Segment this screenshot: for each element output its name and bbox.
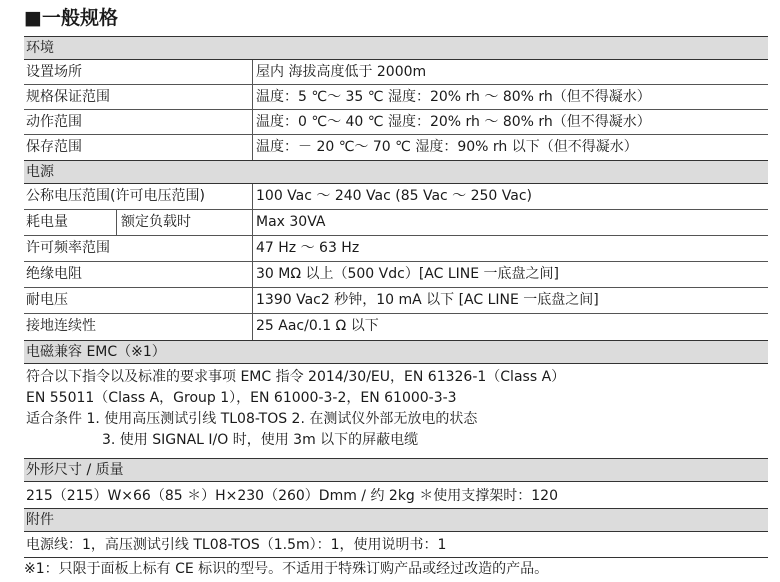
row-label: 耐电压 (26, 292, 68, 308)
table-row (24, 60, 768, 85)
section-header-dimensions: 外形尺寸 / 质量 (24, 458, 768, 482)
row-value: 温度：5 ℃～ 35 ℃ 湿度：20% rh ～ 80% rh（但不得凝水） (252, 85, 651, 109)
section-header-emc: 电磁兼容 EMC（※1） (24, 340, 768, 364)
row-label: 接地连续性 (26, 318, 96, 334)
table-row (24, 314, 768, 340)
emc-line: 符合以下指令以及标准的要求事项 EMC 指令 2014/30/EU，EN 61326-1（Class A） (26, 369, 566, 385)
emc-line: 3. 使用 SIGNAL I/O 时，使用 3m 以下的屏蔽电缆 (102, 432, 419, 448)
row-sublabel: 额定负载时 (116, 210, 191, 235)
row-value: 30 MΩ 以上（500 Vdc）[AC LINE 一底盘之间] (252, 262, 559, 287)
row-value: 屋内 海拔高度低于 2000m (252, 60, 426, 84)
row-label: 许可频率范围 (26, 240, 110, 256)
row-label: 公称电压范围(许可电压范围) (26, 188, 205, 204)
section-header-environment: 环境 (24, 36, 768, 60)
row-label: 保存范围 (26, 139, 82, 155)
table-row (24, 110, 768, 135)
table-row (24, 184, 768, 210)
emc-line: EN 55011（Class A，Group 1），EN 61000-3-2，EN 61000-3-3 (26, 390, 457, 406)
row-value: Max 30VA (252, 210, 325, 235)
section-header-accessories: 附件 (24, 508, 768, 532)
row-value: 25 Aac/0.1 Ω 以下 (252, 314, 379, 340)
row-value: 温度：0 ℃～ 40 ℃ 湿度：20% rh ～ 80% rh（但不得凝水） (252, 110, 651, 134)
table-row (24, 236, 768, 262)
row-value: 47 Hz ～ 63 Hz (252, 236, 359, 261)
table-row (24, 288, 768, 314)
row-value: 100 Vac ～ 240 Vac (85 Vac ～ 250 Vac) (252, 184, 532, 209)
table-row (24, 135, 768, 160)
table-row (24, 262, 768, 288)
accessories-line: 电源线：1，高压测试引线 TL08-TOS（1.5m）：1，使用说明书：1 (24, 533, 768, 558)
emc-line: 适合条件 1. 使用高压测试引线 TL08-TOS 2. 在测试仪外部无放电的状态 (26, 411, 478, 427)
row-label: 绝缘电阻 (26, 266, 82, 282)
row-value: 1390 Vac2 秒钟，10 mA 以下 [AC LINE 一底盘之间] (252, 288, 599, 313)
row-label: 设置场所 (26, 64, 82, 80)
section-header-power: 电源 (24, 160, 768, 184)
table-row (24, 210, 768, 236)
dimensions-line: 215（215）W×66（85 ＊）H×230（260）Dmm / 约 2kg ＊使用支撑架时：120 (26, 488, 558, 504)
page-title: ■一般规格 (24, 7, 118, 29)
row-label: 耗电量 (26, 214, 68, 230)
footnote: ※1：只限于面板上标有 CE 标识的型号。不适用于特殊订购产品或经过改造的产品。 (24, 561, 549, 577)
row-label: 动作范围 (26, 114, 82, 130)
table-row (24, 85, 768, 110)
row-value: 温度：－ 20 ℃～ 70 ℃ 湿度：90% rh 以下（但不得凝水） (252, 135, 638, 160)
row-label: 规格保证范围 (26, 89, 110, 105)
emc-block (24, 367, 768, 457)
